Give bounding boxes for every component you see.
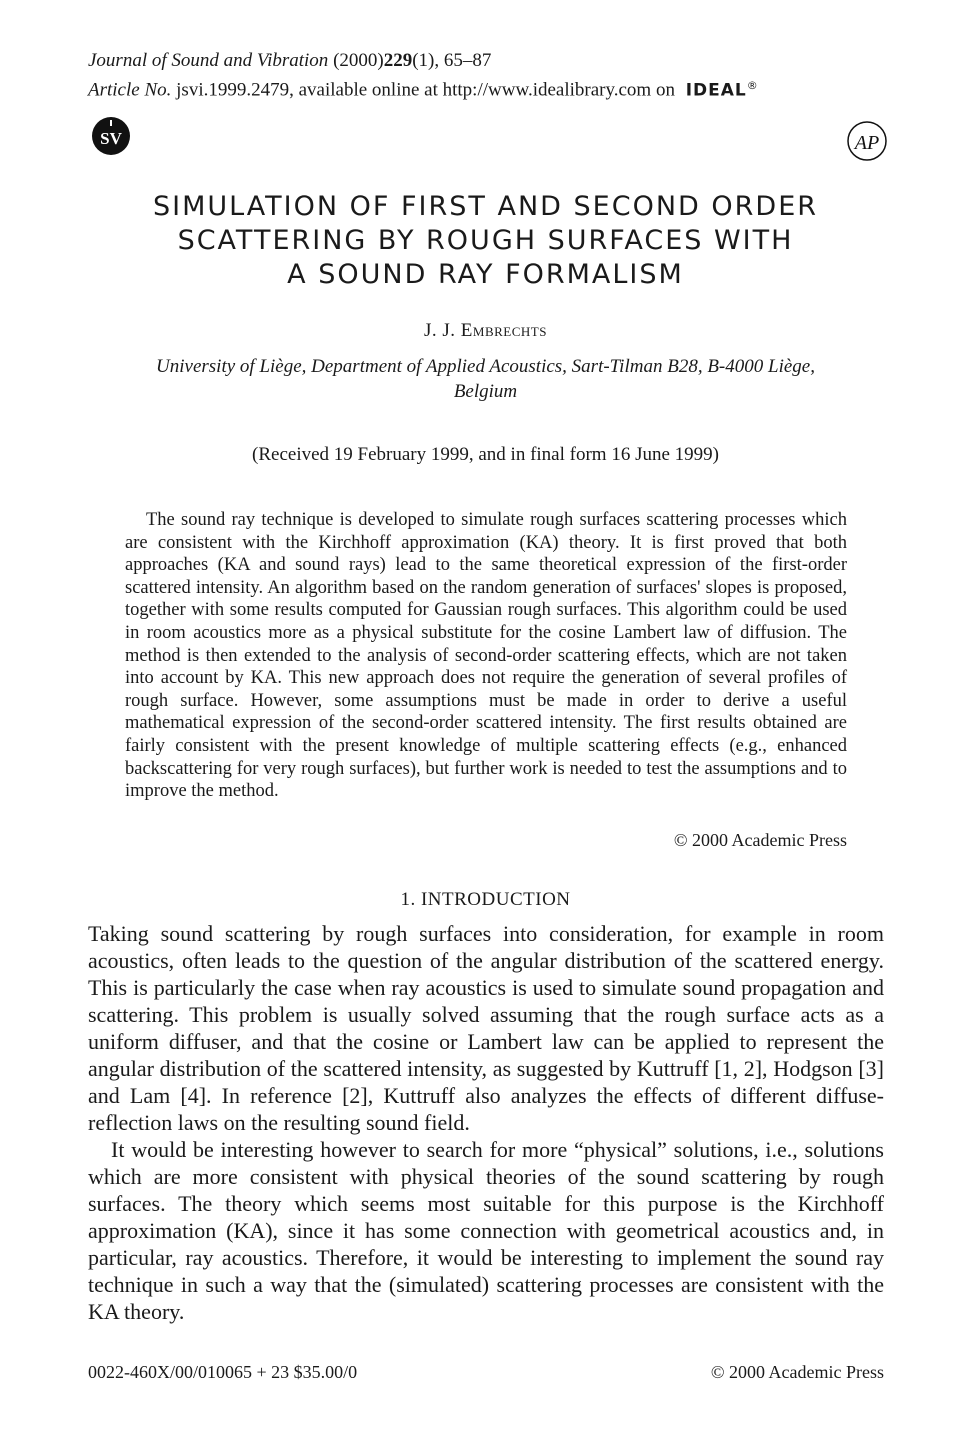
paragraph-2: It would be interesting however to search for more “physical” solutions, i.e., solutions which are more consistent with physical theories of the sound scattering by rough surfaces. The theory which seems most suitable for this purpose is the Kirchhoff approximation (KA), since it has some connection with geometrical acoustics and, in particular, ray acoustics. Therefore, it would be interesting to implement the sound ray technique in such a way that the (simulated) scattering processes are consistent with the KA theory. [88,1137,884,1324]
journal-citation-line [88,48,759,73]
journal-name: Journal of Sound and Vibration [88,50,329,71]
article-label: Article No. [88,79,172,101]
author-initials: J. J. [424,320,456,341]
journal-year: (2000) [333,50,384,71]
footer-copyright: © 2000 Academic Press [710,1362,884,1382]
article-info: jsvi.1999.2479, available online at http://www.idealibrary.com on [176,79,675,101]
ideal-logo: IDEAL® [685,79,759,101]
sv-logo-text: SV [100,129,122,148]
title-line-3: A SOUND RAY FORMALISM [287,259,684,290]
author-surname: Embrechts [460,320,547,341]
ap-logo-text: AP [854,132,880,154]
author-affiliation [100,354,871,404]
abstract-copyright: © 2000 Academic Press [673,830,847,850]
paragraph-1: Taking sound scattering by rough surfaces into consideration, for example in room acoustics, often leads to the question of the angular distribution of the scattered energy. This is particularly the case when ray acoustics is used to simulate sound propagation and scattering. This problem is usually solved assuming that the rough surface acts as a uniform diffuser, and that the cosine or Lambert law can be applied to represent the angular distribution of the scattered intensity, as suggested by Kuttruff [1, 2], Hodgson [3] and Lam [4]. In reference [2], Kuttruff also analyzes the effects of different diffuse-reflection laws on the resulting sound field. [88,921,884,1135]
journal-article-line [88,73,759,104]
ap-publisher-logo [846,120,888,162]
journal-volume: 229 [383,50,413,71]
author-name [0,320,971,342]
abstract-text: The sound ray technique is developed to simulate rough surfaces scattering processes which are consistent with the Kirchhoff approximation (KA) theory. It is first proved that both approaches (KA and sound rays) lead to the same theoretical expression of the first-order scattered intensity. An algorithm based on the random generation of surfaces' slopes is proposed, together with some results computed for Gaussian rough surfaces. This algorithm could be used in room acoustics more as a physical substitute for the cosine Lambert law of diffusion. The method is then extended to the analysis of second-order scattering effects, which are not taken into account by KA. This new approach does not require the generation of several profiles of rough surface. However, some assumptions must be made in order to derive a useful mathematical expression of the second-order scattered intensity. The first results obtained are fairly consistent with the present knowledge of multiple scattering effects (e.g., enhanced backscattering for very rough surfaces), but further work is needed to test the assumptions and to improve the method. [125,510,847,802]
footer-issn-price: 0022-460X/00/010065 + 23 $35.00/0 [88,1362,358,1382]
section-body [88,920,884,1325]
journal-issue-pages: (1), 65–87 [412,50,492,71]
paper-title [100,190,871,292]
title-line-1: SIMULATION OF FIRST AND SECOND ORDER [152,191,819,222]
journal-header [88,48,759,104]
affiliation-line-2: Belgium [453,381,518,402]
title-line-2: SCATTERING BY ROUGH SURFACES WITH [177,225,794,256]
affiliation-line-1: University of Liège, Department of Applied Acoustics, Sart-Tilman B28, B-4000 Liège, [156,356,815,377]
abstract [125,509,847,803]
section-heading: 1. INTRODUCTION [400,889,571,910]
received-dates: (Received 19 February 1999, and in final form 16 June 1999) [252,444,719,465]
sv-journal-logo [91,116,131,156]
